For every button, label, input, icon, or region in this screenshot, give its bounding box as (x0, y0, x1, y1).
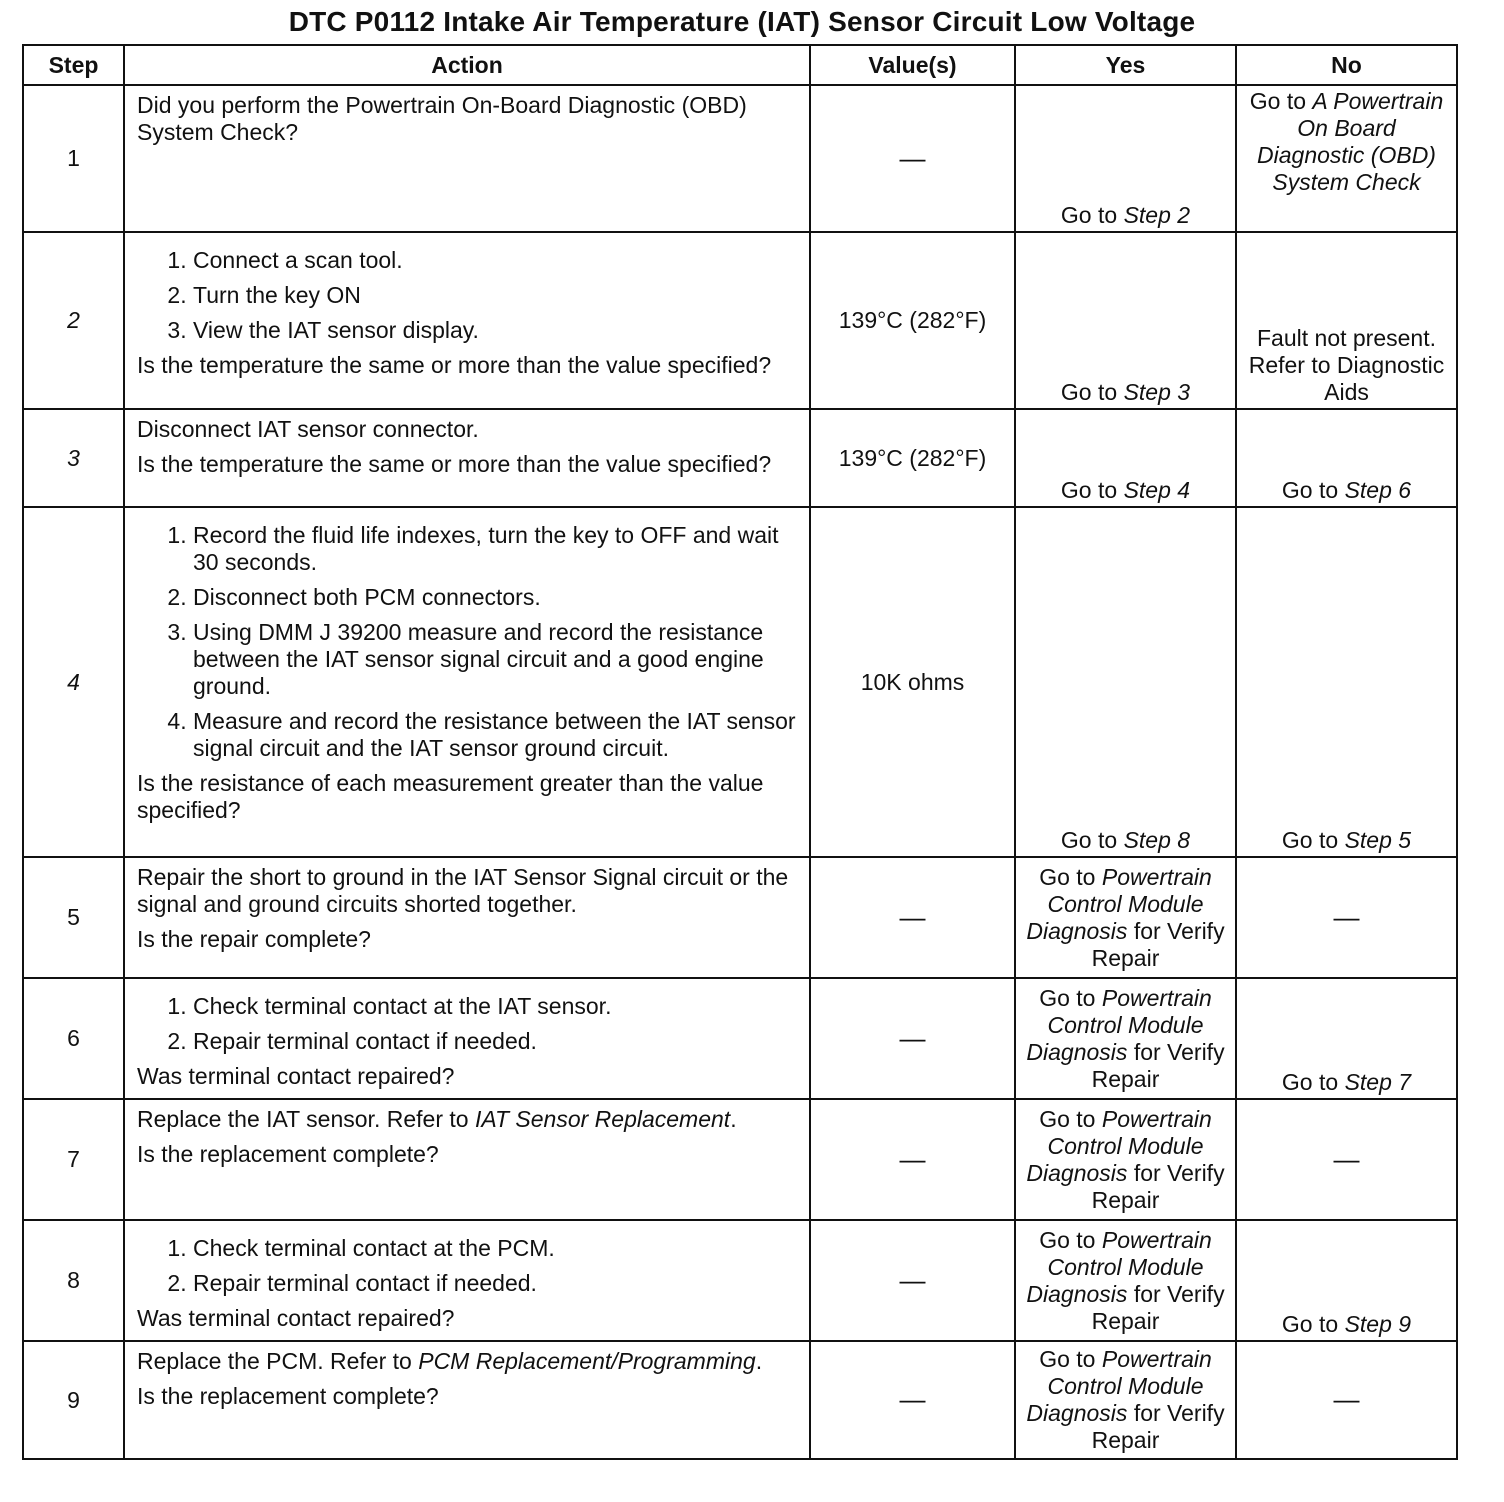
table-header-row (23, 45, 1457, 85)
pcm-diagnosis-link[interactable]: Powertrain Control Module Diagnosis (1026, 1226, 1212, 1307)
action-cell (124, 85, 810, 232)
list-item: 4. Measure and record the resistance between the IAT sensor signal circuit and the IAT sensor ground circuit. (193, 708, 799, 762)
value-cell (810, 85, 1015, 232)
obd-check-link[interactable]: A Powertrain On Board Diagnostic (OBD) System Check (1257, 88, 1444, 195)
yes-cell: Go to Step 3 (1015, 232, 1236, 409)
value-cell: 139°C (282°F) (810, 232, 1015, 409)
step-link[interactable]: Step 6 (1344, 477, 1412, 503)
list-item: 3. View the IAT sensor display. (193, 317, 799, 344)
step-number: 6 (23, 978, 124, 1099)
table-row (23, 507, 1457, 857)
step-link[interactable]: Step 8 (1123, 827, 1191, 853)
empty-value-dash: — (1333, 901, 1360, 932)
header-step: Step (23, 45, 124, 85)
page-title: DTC P0112 Intake Air Temperature (IAT) Sensor Circuit Low Voltage (288, 6, 1196, 37)
pcm-diagnosis-link[interactable]: Powertrain Control Module Diagnosis (1026, 1105, 1212, 1186)
list-item: 1. Connect a scan tool. (193, 247, 799, 274)
no-cell: Go to Step 7 (1236, 978, 1457, 1099)
step-number: 1 (23, 85, 124, 232)
step-number: 8 (23, 1220, 124, 1341)
value-cell: 139°C (282°F) (810, 409, 1015, 507)
action-list (137, 247, 799, 344)
action-question: Is the repair complete? (137, 926, 371, 952)
step-number: 9 (23, 1341, 124, 1459)
yes-cell: Go to Step 4 (1015, 409, 1236, 507)
no-cell: Go to A Powertrain On Board Diagnostic (OBD) System Check (1236, 85, 1457, 232)
value-cell (810, 1341, 1015, 1459)
value-cell (810, 857, 1015, 978)
table-row (23, 978, 1457, 1099)
table-row (23, 1341, 1457, 1459)
action-list (137, 993, 799, 1055)
action-question: Is the temperature the same or more than the value specified? (137, 451, 772, 477)
step-link[interactable]: Step 4 (1123, 477, 1191, 503)
table-row (23, 232, 1457, 409)
pcm-diagnosis-link[interactable]: Powertrain Control Module Diagnosis (1026, 984, 1212, 1065)
header-no: No (1236, 45, 1457, 85)
action-cell (124, 1220, 810, 1341)
no-cell: Go to Step 6 (1236, 409, 1457, 507)
step-number: 3 (23, 409, 124, 507)
action-text: Replace the IAT sensor. Refer to IAT Sensor Replacement. (137, 1106, 737, 1132)
yes-cell: Go to Powertrain Control Module Diagnosis for Verify Repair (1015, 1099, 1236, 1220)
yes-cell: Go to Powertrain Control Module Diagnosis for Verify Repair (1015, 857, 1236, 978)
action-question: Was terminal contact repaired? (137, 1063, 455, 1089)
yes-cell: Go to Powertrain Control Module Diagnosis for Verify Repair (1015, 978, 1236, 1099)
list-item: 1. Check terminal contact at the IAT sensor. (193, 993, 799, 1020)
value-cell (810, 1220, 1015, 1341)
list-item: 1. Check terminal contact at the PCM. (193, 1235, 799, 1262)
no-cell (1236, 1099, 1457, 1220)
list-item: 3. Using DMM J 39200 measure and record the resistance between the IAT sensor signal circuit and a good engine ground. (193, 619, 799, 700)
step-number: 5 (23, 857, 124, 978)
action-cell (124, 507, 810, 857)
action-cell (124, 978, 810, 1099)
action-list (137, 1235, 799, 1297)
action-question: Is the temperature the same or more than the value specified? (137, 352, 772, 378)
yes-cell: Go to Step 2 (1015, 85, 1236, 232)
iat-replacement-link[interactable]: IAT Sensor Replacement (474, 1106, 731, 1132)
table-row (23, 409, 1457, 507)
list-item: 2. Repair terminal contact if needed. (193, 1270, 799, 1297)
step-link[interactable]: Step 7 (1344, 1069, 1412, 1095)
step-link[interactable]: Step 5 (1344, 827, 1412, 853)
no-cell: Go to Step 5 (1236, 507, 1457, 857)
action-cell (124, 1099, 810, 1220)
action-text: Repair the short to ground in the IAT Sensor Signal circuit or the signal and ground circuits shorted together. (137, 864, 789, 917)
no-cell (1236, 857, 1457, 978)
step-number: 7 (23, 1099, 124, 1220)
action-question: Is the replacement complete? (137, 1141, 439, 1167)
diagnostic-table (22, 44, 1458, 1460)
action-cell (124, 232, 810, 409)
table-row (23, 1099, 1457, 1220)
no-cell: Go to Step 9 (1236, 1220, 1457, 1341)
step-link[interactable]: Step 9 (1344, 1311, 1412, 1337)
step-link[interactable]: Step 2 (1123, 202, 1191, 228)
list-item: 2. Disconnect both PCM connectors. (193, 584, 799, 611)
empty-value-dash: — (1333, 1384, 1360, 1414)
no-cell (1236, 1341, 1457, 1459)
header-action: Action (124, 45, 810, 85)
header-yes: Yes (1015, 45, 1236, 85)
action-text: Did you perform the Powertrain On-Board Diagnostic (OBD) System Check? (137, 92, 747, 145)
empty-value-dash: — (899, 1022, 926, 1053)
action-list (137, 522, 799, 762)
table-row (23, 857, 1457, 978)
empty-value-dash: — (899, 1143, 926, 1174)
no-cell: Fault not present. Refer to Diagnostic Aids (1236, 232, 1457, 409)
action-question: Is the resistance of each measurement greater than the value specified? (137, 770, 764, 823)
empty-value-dash: — (1333, 1143, 1360, 1174)
step-number: 4 (23, 507, 124, 857)
action-cell (124, 857, 810, 978)
action-text: Replace the PCM. Refer to PCM Replacement/Programming. (137, 1348, 763, 1374)
empty-value-dash: — (899, 1384, 926, 1414)
list-item: 2. Repair terminal contact if needed. (193, 1028, 799, 1055)
header-values: Value(s) (810, 45, 1015, 85)
empty-value-dash: — (899, 142, 926, 173)
yes-cell: Go to Powertrain Control Module Diagnosis for Verify Repair (1015, 1341, 1236, 1459)
step-number: 2 (23, 232, 124, 409)
yes-cell: Go to Powertrain Control Module Diagnosis for Verify Repair (1015, 1220, 1236, 1341)
yes-cell: Go to Step 8 (1015, 507, 1236, 857)
list-item: 1. Record the fluid life indexes, turn the key to OFF and wait 30 seconds. (193, 522, 799, 576)
list-item: 2. Turn the key ON (193, 282, 799, 309)
step-link[interactable]: Step 3 (1123, 379, 1191, 405)
action-question: Is the replacement complete? (137, 1383, 439, 1409)
empty-value-dash: — (899, 1264, 926, 1295)
value-cell: 10K ohms (810, 507, 1015, 857)
value-cell (810, 978, 1015, 1099)
table-row (23, 1220, 1457, 1341)
value-cell (810, 1099, 1015, 1220)
action-question: Was terminal contact repaired? (137, 1305, 455, 1331)
table-row (23, 85, 1457, 232)
action-cell (124, 1341, 810, 1459)
pcm-diagnosis-link[interactable]: Powertrain Control Module Diagnosis (1026, 1346, 1212, 1426)
pcm-replacement-link[interactable]: PCM Replacement/Programming (418, 1348, 756, 1374)
empty-value-dash: — (899, 901, 926, 932)
action-cell (124, 409, 810, 507)
action-text: Disconnect IAT sensor connector. (137, 416, 479, 442)
pcm-diagnosis-link[interactable]: Powertrain Control Module Diagnosis (1026, 863, 1212, 944)
